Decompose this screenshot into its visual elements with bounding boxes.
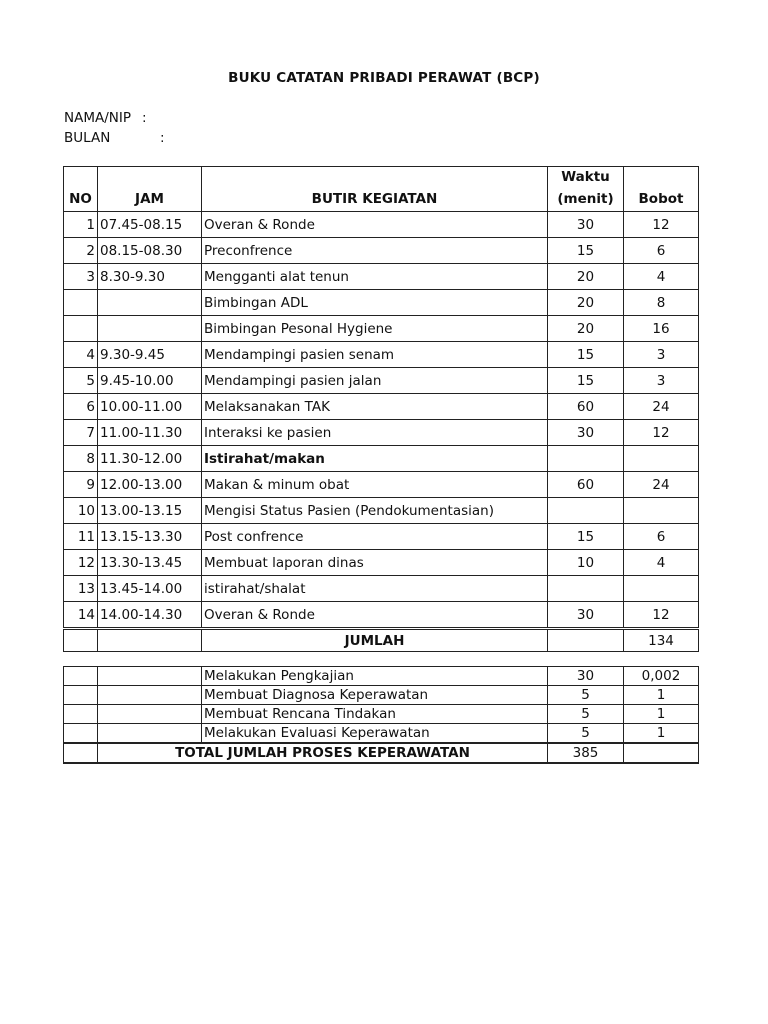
row-kegiatan: Mengisi Status Pasien (Pendokumentasian) xyxy=(202,498,548,524)
row-bobot: 6 xyxy=(624,238,699,264)
row-bobot: 24 xyxy=(624,394,699,420)
header-waktu-unit: (menit) xyxy=(548,186,624,212)
proses-no xyxy=(64,724,98,744)
row-kegiatan: Overan & Ronde xyxy=(202,602,548,629)
row-no: 3 xyxy=(64,264,98,290)
row-waktu xyxy=(548,446,624,472)
table-row xyxy=(64,420,699,446)
row-kegiatan: Mengganti alat tenun xyxy=(202,264,548,290)
row-bobot xyxy=(624,498,699,524)
proses-waktu: 5 xyxy=(548,705,624,724)
table-row xyxy=(64,368,699,394)
header-jam: JAM xyxy=(98,186,202,212)
row-no: 10 xyxy=(64,498,98,524)
row-no: 4 xyxy=(64,342,98,368)
row-kegiatan: Bimbingan Pesonal Hygiene xyxy=(202,316,548,342)
row-jam: 13.00-13.15 xyxy=(98,498,202,524)
proses-waktu: 30 xyxy=(548,667,624,686)
row-bobot: 4 xyxy=(624,550,699,576)
row-no: 1 xyxy=(64,212,98,238)
row-kegiatan: Mendampingi pasien senam xyxy=(202,342,548,368)
proses-kegiatan: Melakukan Evaluasi Keperawatan xyxy=(202,724,548,744)
row-no: 8 xyxy=(64,446,98,472)
jumlah-jam xyxy=(98,629,202,652)
row-waktu: 60 xyxy=(548,394,624,420)
row-jam: 9.30-9.45 xyxy=(98,342,202,368)
table-row xyxy=(64,524,699,550)
bulan-field xyxy=(64,130,165,146)
row-jam: 13.45-14.00 xyxy=(98,576,202,602)
row-bobot: 12 xyxy=(624,602,699,629)
row-waktu: 20 xyxy=(548,290,624,316)
proses-row xyxy=(64,686,699,705)
table-header-row-1 xyxy=(64,167,699,187)
row-kegiatan: Preconfrence xyxy=(202,238,548,264)
nama-nip-label: NAMA/NIP xyxy=(64,110,131,126)
total-row xyxy=(64,743,699,763)
jumlah-no xyxy=(64,629,98,652)
row-jam: 14.00-14.30 xyxy=(98,602,202,629)
total-no xyxy=(64,743,98,763)
row-kegiatan: Overan & Ronde xyxy=(202,212,548,238)
row-no: 13 xyxy=(64,576,98,602)
jumlah-row xyxy=(64,629,699,652)
row-bobot: 3 xyxy=(624,342,699,368)
row-waktu xyxy=(548,498,624,524)
proses-bobot: 1 xyxy=(624,705,699,724)
row-no xyxy=(64,316,98,342)
bulan-colon: : xyxy=(160,130,165,146)
row-waktu: 10 xyxy=(548,550,624,576)
row-no: 12 xyxy=(64,550,98,576)
table-row xyxy=(64,316,699,342)
table-row xyxy=(64,446,699,472)
row-bobot: 4 xyxy=(624,264,699,290)
proses-jam xyxy=(98,724,202,744)
row-waktu: 15 xyxy=(548,524,624,550)
row-bobot: 12 xyxy=(624,420,699,446)
proses-kegiatan: Melakukan Pengkajian xyxy=(202,667,548,686)
row-no: 6 xyxy=(64,394,98,420)
row-waktu: 30 xyxy=(548,212,624,238)
table-row xyxy=(64,602,699,629)
header-jam-top xyxy=(98,167,202,187)
proses-bobot: 1 xyxy=(624,686,699,705)
proses-keperawatan-table xyxy=(63,666,699,764)
row-kegiatan: Mendampingi pasien jalan xyxy=(202,368,548,394)
table-row xyxy=(64,212,699,238)
table-row xyxy=(64,394,699,420)
row-kegiatan: Melaksanakan TAK xyxy=(202,394,548,420)
row-kegiatan: Membuat laporan dinas xyxy=(202,550,548,576)
row-jam: 13.15-13.30 xyxy=(98,524,202,550)
bulan-label: BULAN xyxy=(64,130,111,146)
row-no: 11 xyxy=(64,524,98,550)
row-jam: 11.30-12.00 xyxy=(98,446,202,472)
row-jam: 10.00-11.00 xyxy=(98,394,202,420)
row-no: 2 xyxy=(64,238,98,264)
row-waktu: 20 xyxy=(548,316,624,342)
total-label: TOTAL JUMLAH PROSES KEPERAWATAN xyxy=(98,743,548,763)
row-no: 5 xyxy=(64,368,98,394)
row-waktu xyxy=(548,576,624,602)
row-jam: 9.45-10.00 xyxy=(98,368,202,394)
table-row xyxy=(64,576,699,602)
row-bobot xyxy=(624,576,699,602)
proses-jam xyxy=(98,667,202,686)
table-row xyxy=(64,264,699,290)
row-jam: 13.30-13.45 xyxy=(98,550,202,576)
jumlah-waktu xyxy=(548,629,624,652)
row-bobot: 16 xyxy=(624,316,699,342)
proses-jam xyxy=(98,686,202,705)
header-no-top xyxy=(64,167,98,187)
proses-no xyxy=(64,686,98,705)
jumlah-label: JUMLAH xyxy=(202,629,548,652)
row-kegiatan: Makan & minum obat xyxy=(202,472,548,498)
table-row xyxy=(64,342,699,368)
row-jam xyxy=(98,316,202,342)
header-bobot-top xyxy=(624,167,699,187)
proses-jam xyxy=(98,705,202,724)
row-kegiatan: Bimbingan ADL xyxy=(202,290,548,316)
row-waktu: 30 xyxy=(548,420,624,446)
row-waktu: 30 xyxy=(548,602,624,629)
row-bobot: 6 xyxy=(624,524,699,550)
row-no: 9 xyxy=(64,472,98,498)
nama-nip-field xyxy=(64,110,147,126)
row-waktu: 15 xyxy=(548,238,624,264)
table-row xyxy=(64,472,699,498)
nama-nip-colon: : xyxy=(142,110,147,126)
header-kegiatan-top xyxy=(202,167,548,187)
proses-waktu: 5 xyxy=(548,724,624,744)
header-kegiatan: BUTIR KEGIATAN xyxy=(202,186,548,212)
activity-table xyxy=(63,166,699,652)
proses-kegiatan: Membuat Rencana Tindakan xyxy=(202,705,548,724)
row-waktu: 20 xyxy=(548,264,624,290)
row-jam: 08.15-08.30 xyxy=(98,238,202,264)
header-no: NO xyxy=(64,186,98,212)
total-waktu: 385 xyxy=(548,743,624,763)
proses-waktu: 5 xyxy=(548,686,624,705)
proses-no xyxy=(64,705,98,724)
row-waktu: 15 xyxy=(548,368,624,394)
table-row xyxy=(64,498,699,524)
table-row xyxy=(64,550,699,576)
row-kegiatan: Istirahat/makan xyxy=(202,446,548,472)
row-no xyxy=(64,290,98,316)
row-bobot xyxy=(624,446,699,472)
row-bobot: 24 xyxy=(624,472,699,498)
table-row xyxy=(64,238,699,264)
row-jam: 11.00-11.30 xyxy=(98,420,202,446)
table-header-row-2 xyxy=(64,186,699,212)
proses-row xyxy=(64,724,699,744)
row-waktu: 60 xyxy=(548,472,624,498)
row-kegiatan: Interaksi ke pasien xyxy=(202,420,548,446)
proses-bobot: 0,002 xyxy=(624,667,699,686)
header-waktu: Waktu xyxy=(548,167,624,187)
row-bobot: 3 xyxy=(624,368,699,394)
row-waktu: 15 xyxy=(548,342,624,368)
row-no: 7 xyxy=(64,420,98,446)
proses-row xyxy=(64,705,699,724)
table-row xyxy=(64,290,699,316)
jumlah-bobot: 134 xyxy=(624,629,699,652)
row-jam: 8.30-9.30 xyxy=(98,264,202,290)
row-jam: 07.45-08.15 xyxy=(98,212,202,238)
proses-kegiatan: Membuat Diagnosa Keperawatan xyxy=(202,686,548,705)
row-bobot: 8 xyxy=(624,290,699,316)
proses-no xyxy=(64,667,98,686)
total-bobot xyxy=(624,743,699,763)
row-jam xyxy=(98,290,202,316)
row-jam: 12.00-13.00 xyxy=(98,472,202,498)
header-bobot: Bobot xyxy=(624,186,699,212)
row-kegiatan: Post confrence xyxy=(202,524,548,550)
proses-row xyxy=(64,667,699,686)
row-no: 14 xyxy=(64,602,98,629)
page-title: BUKU CATATAN PRIBADI PERAWAT (BCP) xyxy=(228,70,540,86)
row-bobot: 12 xyxy=(624,212,699,238)
row-kegiatan: istirahat/shalat xyxy=(202,576,548,602)
proses-bobot: 1 xyxy=(624,724,699,744)
